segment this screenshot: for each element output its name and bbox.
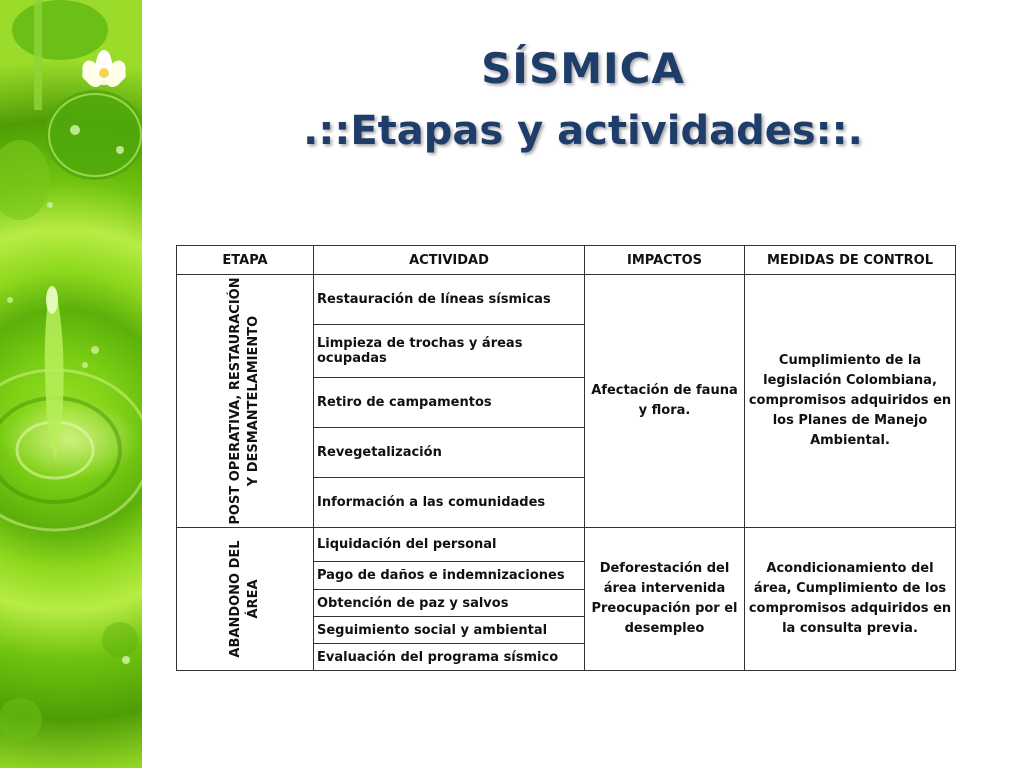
table-row [177, 528, 956, 562]
activity-cell: Pago de daños e indemnizaciones [314, 562, 585, 590]
activity-cell: Limpieza de trochas y áreas ocupadas [314, 325, 585, 378]
activity-cell: Liquidación del personal [314, 528, 585, 562]
control-cell: Cumplimiento de la legislación Colombiana, compromisos adquiridos en los Planes de Manejo Ambiental. [745, 275, 956, 528]
stage-abandono [177, 528, 314, 671]
activity-cell: Retiro de campamentos [314, 378, 585, 428]
header-impactos: IMPACTOS [585, 246, 745, 275]
stage-label-line2: ÁREA [246, 579, 261, 619]
header-etapa: ETAPA [177, 246, 314, 275]
impact-cell: Deforestación del área intervenida Preocupación por el desempleo [585, 528, 745, 671]
table-header-row [177, 246, 956, 275]
control-cell: Acondicionamiento del área, Cumplimiento de los compromisos adquiridos en la consulta previa. [745, 528, 956, 671]
water-drop-lily-image [0, 0, 142, 768]
activity-cell: Información a las comunidades [314, 478, 585, 528]
activity-cell: Revegetalización [314, 428, 585, 478]
activity-cell: Seguimiento social y ambiental [314, 617, 585, 644]
stage-label-line1: ABANDONO DEL [228, 540, 243, 658]
activity-cell: Restauración de líneas sísmicas [314, 275, 585, 325]
stage-label-line2: Y DESMANTELAMIENTO [246, 315, 261, 487]
stage-post-operativa [177, 275, 314, 528]
stage-label-line1: POST OPERATIVA, RESTAURACIÓN [228, 277, 243, 525]
header-medidas: MEDIDAS DE CONTROL [745, 246, 956, 275]
header-actividad: ACTIVIDAD [314, 246, 585, 275]
activity-cell: Evaluación del programa sísmico [314, 644, 585, 671]
decorative-green-panel [0, 0, 142, 768]
stage-label [227, 277, 263, 524]
title-subtitle: .::Etapas y actividades::. [303, 108, 863, 154]
stage-label [227, 540, 263, 657]
title-main: SÍSMICA [481, 44, 685, 93]
impact-cell: Afectación de fauna y flora. [585, 275, 745, 528]
slide-title [142, 38, 1024, 162]
stages-activities-table [176, 245, 956, 671]
table-row [177, 275, 956, 325]
activity-cell: Obtención de paz y salvos [314, 590, 585, 617]
